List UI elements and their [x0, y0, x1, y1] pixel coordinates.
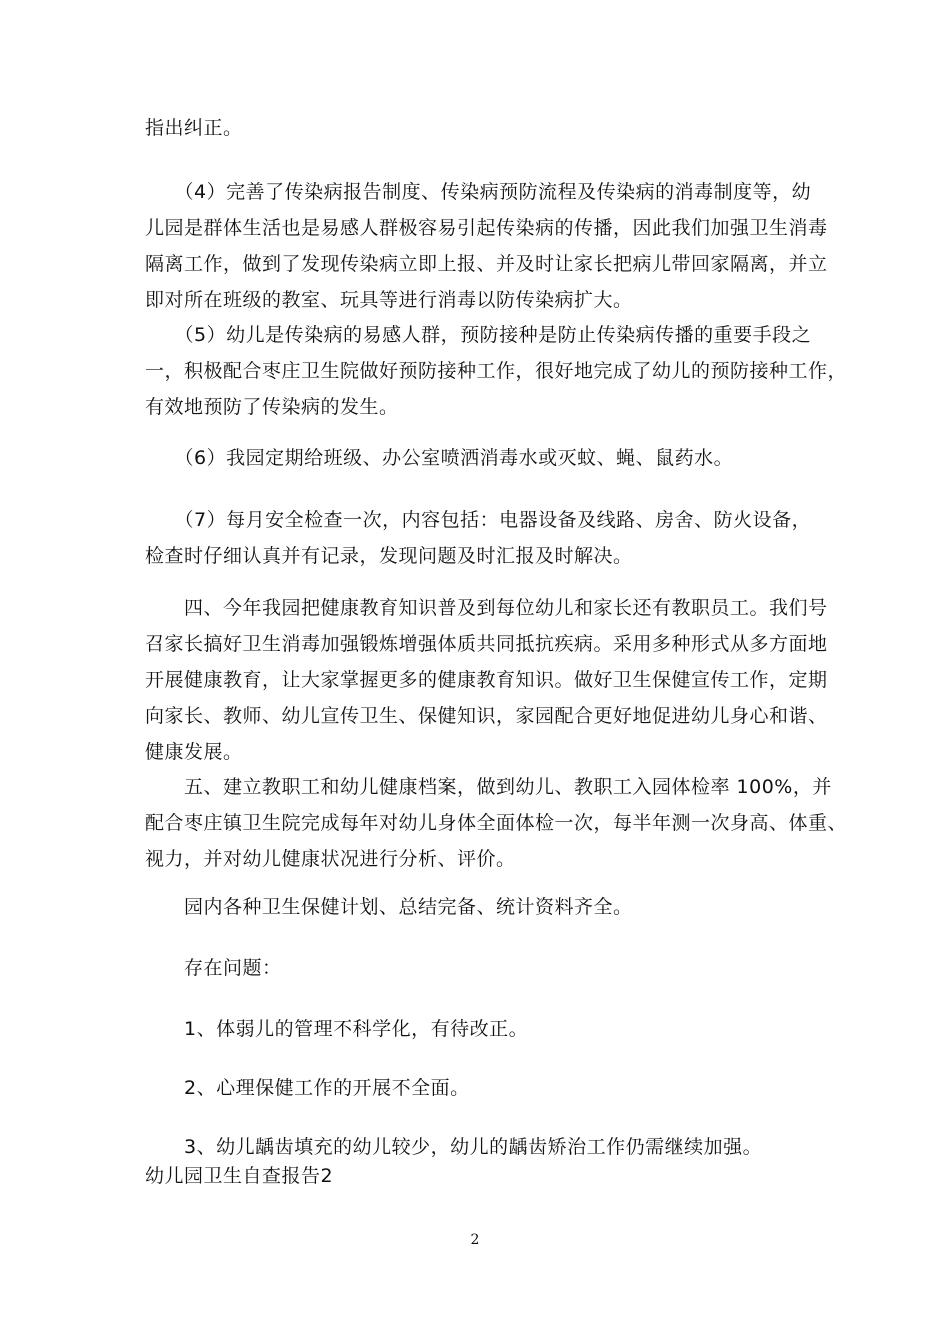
paragraph-section-5 [145, 769, 848, 877]
text-line: 儿园是群体生活也是易感人群极容易引起传染病的传播，因此我们加强卫生消毒 [145, 217, 828, 239]
text-line: 1、体弱儿的管理不科学化，有待改正。 [145, 1018, 529, 1040]
paragraph-item-7 [145, 502, 810, 574]
text-line: 存在问题： [145, 957, 282, 979]
page-number: 2 [470, 1232, 480, 1248]
text-line: 检查时仔细认真并有记录，发现问题及时汇报及时解决。 [145, 545, 633, 567]
text-line: （7）每月安全检查一次，内容包括：电器设备及线路、房舍、防火设备， [145, 509, 812, 531]
text-line: 开展健康教育，让大家掌握更多的健康教育知识。做好卫生保健宣传工作，定期 [145, 669, 828, 691]
paragraph-item-5 [145, 317, 848, 425]
paragraph-item-6 [145, 440, 810, 476]
text-line: 健康发展。 [145, 741, 243, 763]
paragraph-section-4 [145, 590, 828, 770]
text-line: 即对所在班级的教室、玩具等进行消毒以防传染病扩大。 [145, 289, 633, 311]
text-line: 四、今年我园把健康教育知识普及到每位幼儿和家长还有教职员工。我们号 [145, 597, 828, 619]
text-line: 隔离工作，做到了发现传染病立即上报、并及时让家长把病儿带回家隔离，并立 [145, 253, 828, 275]
paragraph-problems-heading [145, 950, 810, 986]
paragraph-problem-1 [145, 1011, 810, 1047]
text-line: 指出纠正。 [145, 117, 243, 139]
text-line: 一，积极配合枣庄卫生院做好预防接种工作，很好地完成了幼儿的预防接种工作， [145, 360, 848, 382]
text-line: （6）我园定期给班级、办公室喷洒消毒水或灭蚊、蝇、鼠药水。 [145, 447, 734, 469]
text-line: 向家长、教师、幼儿宣传卫生、保健知识，家园配合更好地促进幼儿身心和谐、 [145, 705, 828, 727]
text-line: 幼儿园卫生自查报告2 [145, 1165, 334, 1187]
paragraph-item-4 [145, 174, 828, 318]
text-line: 视力，并对幼儿健康状况进行分析、评价。 [145, 848, 516, 870]
text-line: （4）完善了传染病报告制度、传染病预防流程及传染病的消毒制度等，幼 [145, 181, 812, 203]
text-line: 召家长搞好卫生消毒加强锻炼增强体质共同抵抗疾病。采用多种形式从多方面地 [145, 633, 828, 655]
text-line: 3、幼儿龋齿填充的幼儿较少，幼儿的龋齿矫治工作仍需继续加强。 [145, 1136, 763, 1158]
text-line: 2、心理保健工作的开展不全面。 [145, 1077, 470, 1099]
text-line: 配合枣庄镇卫生院完成每年对幼儿身体全面体检一次，每半年测一次身高、体重、 [145, 812, 848, 834]
paragraph-records [145, 889, 810, 925]
text-line: 五、建立教职工和幼儿健康档案，做到幼儿、教职工入园体检率 100%，并 [145, 776, 832, 798]
next-report-title [145, 1158, 810, 1194]
paragraph-continuation [145, 110, 810, 146]
paragraph-problem-2 [145, 1070, 810, 1106]
text-line: 有效地预防了传染病的发生。 [145, 396, 399, 418]
text-line: （5）幼儿是传染病的易感人群，预防接种是防止传染病传播的重要手段之 [145, 324, 812, 346]
text-line: 园内各种卫生保健计划、总结完备、统计资料齐全。 [145, 896, 633, 918]
